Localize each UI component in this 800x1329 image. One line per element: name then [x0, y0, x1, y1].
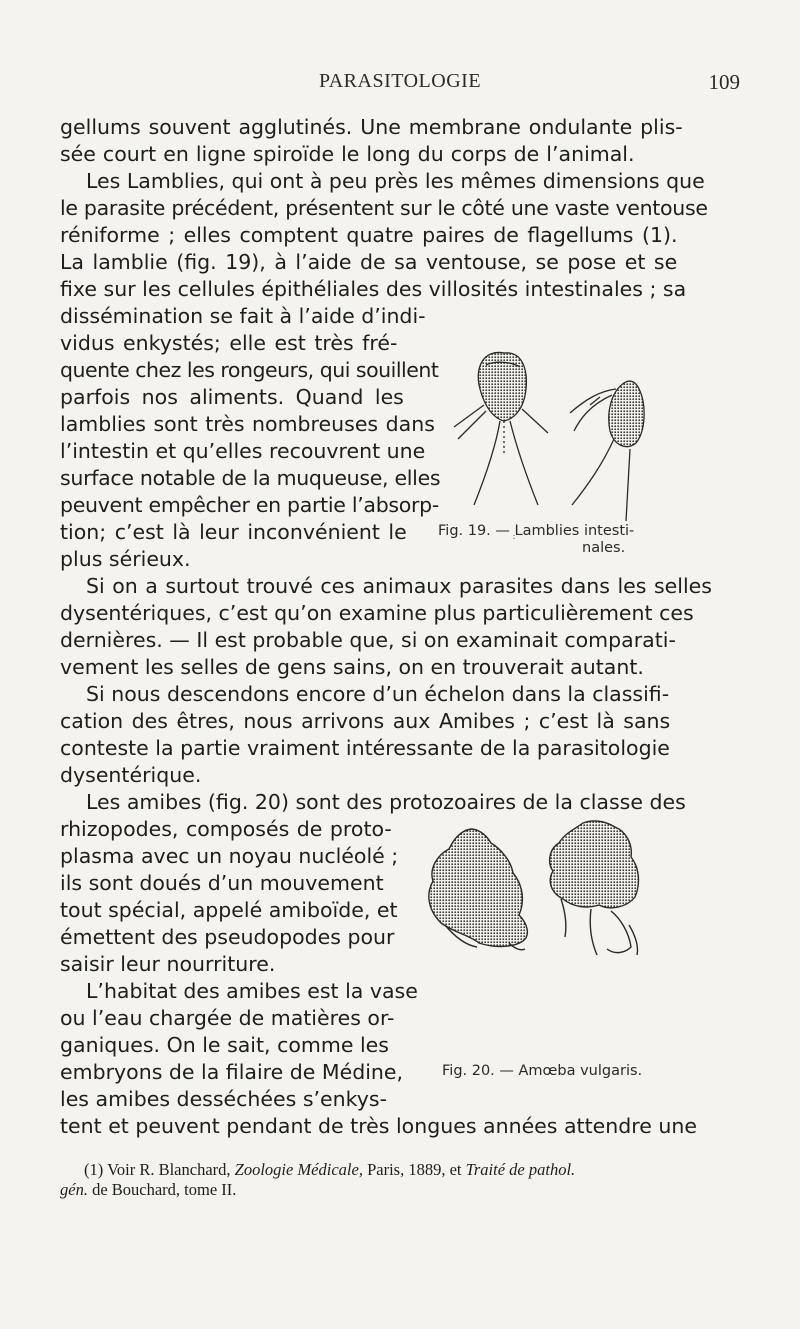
page-number: 109 — [708, 70, 740, 94]
running-title: PARASITOLOGIE — [318, 70, 482, 92]
text-line: rhizopodes, composés de proto- — [60, 817, 392, 841]
lamblia-drawing — [440, 335, 660, 545]
footnote-text-a: Voir R. Blanchard, — [107, 1160, 231, 1179]
text-line: dysentériques, c’est qu’on examine plus particulièrement ces — [60, 601, 694, 625]
text-line: parfois nos aliments. Quand les — [60, 385, 404, 409]
text-line: Les Lamblies, qui ont à peu près les mêmes dimensions que — [86, 169, 705, 193]
text-line: La lamblie (fig. 19), à l’aide de sa ventouse, se pose et se — [60, 250, 678, 274]
text-line: ou l’eau chargée de matières or- — [60, 1006, 395, 1030]
text-line: gellums souvent agglutinés. Une membrane ondulante plis- — [60, 115, 683, 139]
text-line: saisir leur nourriture. — [60, 952, 276, 976]
amoeba-drawing — [415, 815, 655, 980]
text-line: sée court en ligne spiroïde le long du corps de l’animal. — [60, 142, 635, 166]
figure-19-caption-line2: nales. — [582, 540, 626, 556]
text-line: quente chez les rongeurs, qui souillent — [60, 358, 439, 382]
footnote-text-line2: de Bouchard, tome II. — [92, 1180, 237, 1199]
text-line: Si nous descendons encore d’un échelon dans la classifi- — [86, 682, 670, 706]
text-line: plus sérieux. — [60, 547, 191, 571]
text-line: l’intestin et qu’elles recouvrent une — [60, 439, 426, 463]
text-line: émettent des pseudopodes pour — [60, 925, 395, 949]
amoeba-left — [429, 829, 528, 950]
footnote-book-title: Zoologie Médicale, — [234, 1160, 363, 1179]
text-line: Si on a surtout trouvé ces animaux parasites dans les selles — [86, 574, 712, 598]
text-line: surface notable de la muqueuse, elles — [60, 466, 441, 490]
text-line: tout spécial, appelé amiboïde, et — [60, 898, 398, 922]
figure-20-caption: Fig. 20. — Amœba vulgaris. — [442, 1063, 643, 1079]
footnote-text-b: Paris, 1889, et — [367, 1160, 462, 1179]
text-line: dissémination se fait à l’aide d’indi- — [60, 304, 426, 328]
footnote-italic-line2: gén. — [60, 1180, 88, 1199]
text-line: lamblies sont très nombreuses dans — [60, 412, 435, 436]
text-line: plasma avec un noyau nucléolé ; — [60, 844, 399, 868]
lamblia-left — [454, 352, 548, 505]
text-line: cation des êtres, nous arrivons aux Amibes ; c’est là sans — [60, 709, 671, 733]
running-header — [0, 68, 800, 98]
footnote-book-title-2: Traité de pathol. — [465, 1160, 576, 1179]
text-line: Les amibes (fig. 20) sont des protozoaires de la classe des — [86, 790, 686, 814]
footnote-line2 — [60, 1180, 236, 1200]
lamblia-right — [570, 381, 644, 521]
text-line: L’habitat des amibes est la vase — [86, 979, 418, 1003]
text-line: conteste la partie vraiment intéressante de la parasitologie — [60, 736, 670, 760]
text-line: réniforme ; elles comptent quatre paires de flagellums (1). — [60, 223, 678, 247]
text-line: peuvent empêcher en partie l’absorp- — [60, 493, 439, 517]
text-line: ganiques. On le sait, comme les — [60, 1033, 389, 1057]
text-line: le parasite précédent, présentent sur le côté une vaste ventouse — [60, 196, 708, 220]
footnote-marker: (1) — [84, 1160, 104, 1179]
text-line: vement les selles de gens sains, on en trouverait autant. — [60, 655, 644, 679]
text-line: ils sont doués d’un mouvement — [60, 871, 384, 895]
figure-19-caption-line1: Fig. 19. — Lamblies intesti- — [438, 523, 635, 539]
text-line: tion; c’est là leur inconvénient le — [60, 520, 407, 544]
text-line: tent et peuvent pendant de très longues années attendre une — [60, 1114, 697, 1138]
text-line: dernières. — Il est probable que, si on examinait comparati- — [60, 628, 676, 652]
amoeba-right — [550, 821, 639, 955]
footnote-line1 — [84, 1160, 575, 1180]
text-line: embryons de la filaire de Médine, — [60, 1060, 404, 1084]
figure-20-amoeba-illustration — [415, 815, 655, 980]
text-line: dysentérique. — [60, 763, 202, 787]
text-line: vidus enkystés; elle est très fré- — [60, 331, 398, 355]
text-line: fixe sur les cellules épithéliales des villosités intestinales ; sa — [60, 277, 687, 301]
figure-19-lamblia-illustration — [440, 335, 660, 545]
text-line: les amibes desséchées s’enkys- — [60, 1087, 387, 1111]
